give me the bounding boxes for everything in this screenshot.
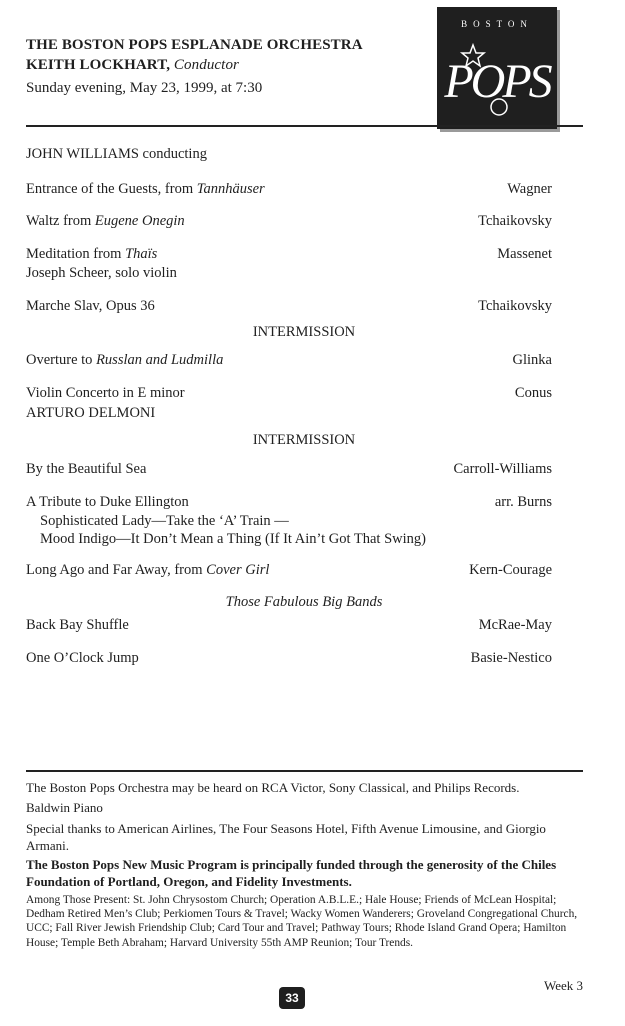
page-number-badge: 33 [279, 987, 305, 1009]
program-item-composer: Tchaikovsky [478, 213, 552, 229]
program-item-composer: Carroll-Williams [453, 461, 552, 477]
intermission-heading: INTERMISSION [252, 324, 356, 340]
week-label: Week 3 [543, 978, 583, 993]
program-item-title: By the Beautiful Sea [26, 461, 147, 477]
guest-conductor: JOHN WILLIAMS conducting [26, 146, 207, 162]
program-item-composer: McRae-May [478, 617, 552, 633]
program-item-subtitle: Sophisticated Lady—Take the ‘A’ Train — [40, 513, 289, 529]
program-item-title: Waltz from Eugene Onegin [26, 213, 185, 229]
program-item-title: Entrance of the Guests, from Tannhäuser [26, 181, 265, 197]
program-item-title: Marche Slav, Opus 36 [26, 298, 155, 314]
boston-pops-logo [437, 7, 557, 129]
program-item-title: A Tribute to Duke Ellington [26, 494, 189, 510]
program-item-composer: Glinka [512, 352, 552, 368]
piano-note: Baldwin Piano [26, 800, 103, 815]
program-item-title: Violin Concerto in E minor [26, 385, 185, 401]
program-item-title: Overture to Russlan and Ludmilla [26, 352, 224, 368]
program-item-soloist: Joseph Scheer, solo violin [26, 265, 177, 281]
program-item-soloist: ARTURO DELMONI [26, 405, 156, 421]
records-note: The Boston Pops Orchestra may be heard on RCA Victor, Sony Classical, and Philips Records. [26, 780, 520, 795]
funding-note: The Boston Pops New Music Program is principally funded through the generosity of the Chiles Foundation of Portland, Oregon, and Fidelity Investments. [26, 857, 557, 889]
program-item-composer: Kern-Courage [469, 562, 552, 578]
program-item-title: Meditation from Thaïs [26, 246, 158, 262]
intermission-heading: INTERMISSION [252, 432, 356, 448]
header-rule [26, 125, 583, 127]
program-item-composer: Tchaikovsky [478, 298, 552, 314]
program-item-title: Long Ago and Far Away, from Cover Girl [26, 562, 270, 578]
thanks-note: Special thanks to American Airlines, The Four Seasons Hotel, Fifth Avenue Limousine, and Giorgio Armani. [26, 821, 546, 853]
logo-main-text: POPS [444, 55, 550, 108]
program-item-composer: Massenet [497, 246, 552, 262]
section-heading: Those Fabulous Big Bands [225, 594, 383, 610]
program-item-composer: Wagner [507, 181, 552, 197]
orchestra-title: THE BOSTON POPS ESPLANADE ORCHESTRA [26, 37, 363, 53]
conductor-line [26, 57, 239, 74]
logo-top-text: BOSTON [461, 19, 533, 29]
program-item-subtitle: Mood Indigo—It Don’t Mean a Thing (If It Ain’t Got That Swing) [40, 531, 426, 547]
program-item-composer: Conus [514, 385, 552, 401]
conductor-name: KEITH LOCKHART, [26, 57, 171, 73]
program-item-composer: arr. Burns [494, 494, 552, 510]
program-item-title: One O’Clock Jump [26, 650, 139, 666]
footer-rule [26, 770, 583, 772]
conductor-role: Conductor [173, 57, 239, 73]
among-those-present: Among Those Present: St. John Chrysostom Church; Operation A.B.L.E.; Hale House; Friends of McLean Hospital; Dedham Retired Men’s Club; Perkiomen Tours & Travel; Wacky Women Wanderers; Groveland Congregational Church, UCC; Fall River Jewish Friendship Club; Card Tour and Travel; Pathway Tours; Rhode Island Grand Opera; Hamilton House; Temple Beth Abraham; Harvard University 55th AMP Reunion; Tour Trends. [26, 894, 578, 949]
program-item-composer: Basie-Nestico [470, 650, 552, 666]
date-line: Sunday evening, May 23, 1999, at 7:30 [26, 80, 263, 96]
program-item-title: Back Bay Shuffle [26, 617, 129, 633]
